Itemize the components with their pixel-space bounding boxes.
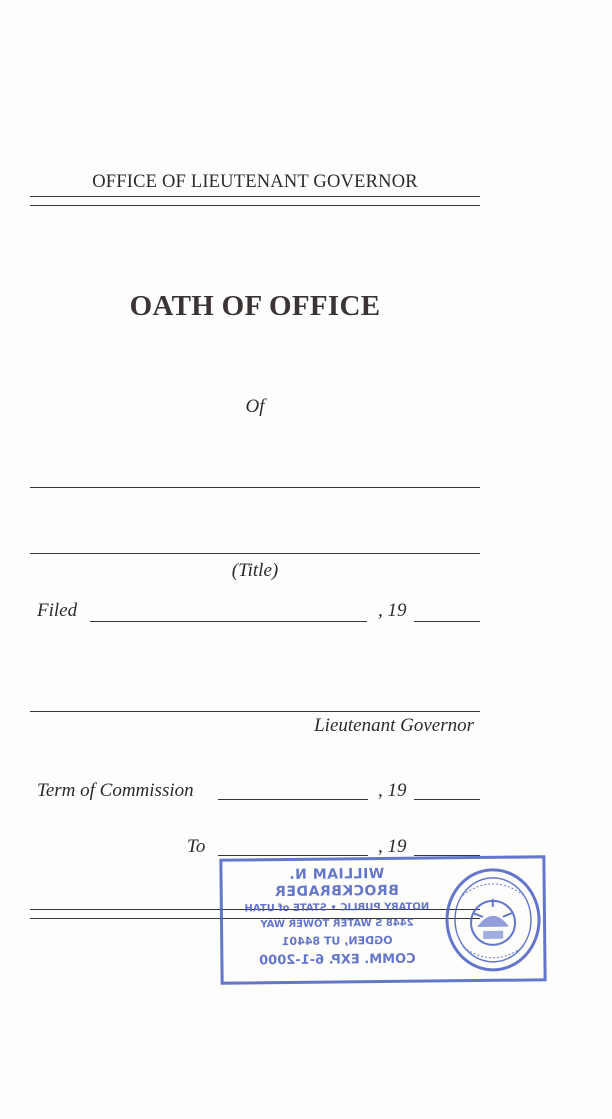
term-date-line[interactable] [218,799,368,800]
term-year-line[interactable] [414,799,480,800]
title-line[interactable] [30,553,480,554]
term-year-prefix: , 19 [378,780,407,801]
filed-label: Filed [37,600,78,621]
of-label: Of [245,396,265,417]
lt-governor-caption: Lieutenant Governor [314,715,474,736]
stamp-line-expiry: COMM. EXP. 6-1-2000 [259,951,416,969]
filed-year-prefix: , 19 [378,600,407,621]
state-seal-icon [442,864,543,975]
name-line[interactable] [30,487,480,488]
filed-date-line[interactable] [90,621,367,622]
header-rule-top [30,196,480,197]
stamp-line-name: WILLIAM N. BROCKBRADER [274,865,399,901]
header-rule-bottom [30,205,480,206]
stamp-line-title: NOTARY PUBLIC • STATE of UTAH [244,901,430,915]
notary-stamp-text [228,865,445,971]
stamp-line-city: OGDEN, UT 84401 [281,933,393,949]
filed-year-line[interactable] [414,621,480,622]
term-label: Term of Commission [37,780,194,801]
title-caption: (Title) [231,560,279,581]
to-label: To [187,836,206,857]
to-year-prefix: , 19 [378,836,407,857]
to-date-line[interactable] [218,855,368,856]
office-heading: OFFICE OF LIEUTENANT GOVERNOR [92,172,418,192]
lt-governor-signature-line[interactable] [30,711,480,712]
document-title: OATH OF OFFICE [129,290,381,322]
stamp-line-street: 2448 S WATER TOWER WAY [260,917,414,931]
notary-stamp [219,855,546,984]
